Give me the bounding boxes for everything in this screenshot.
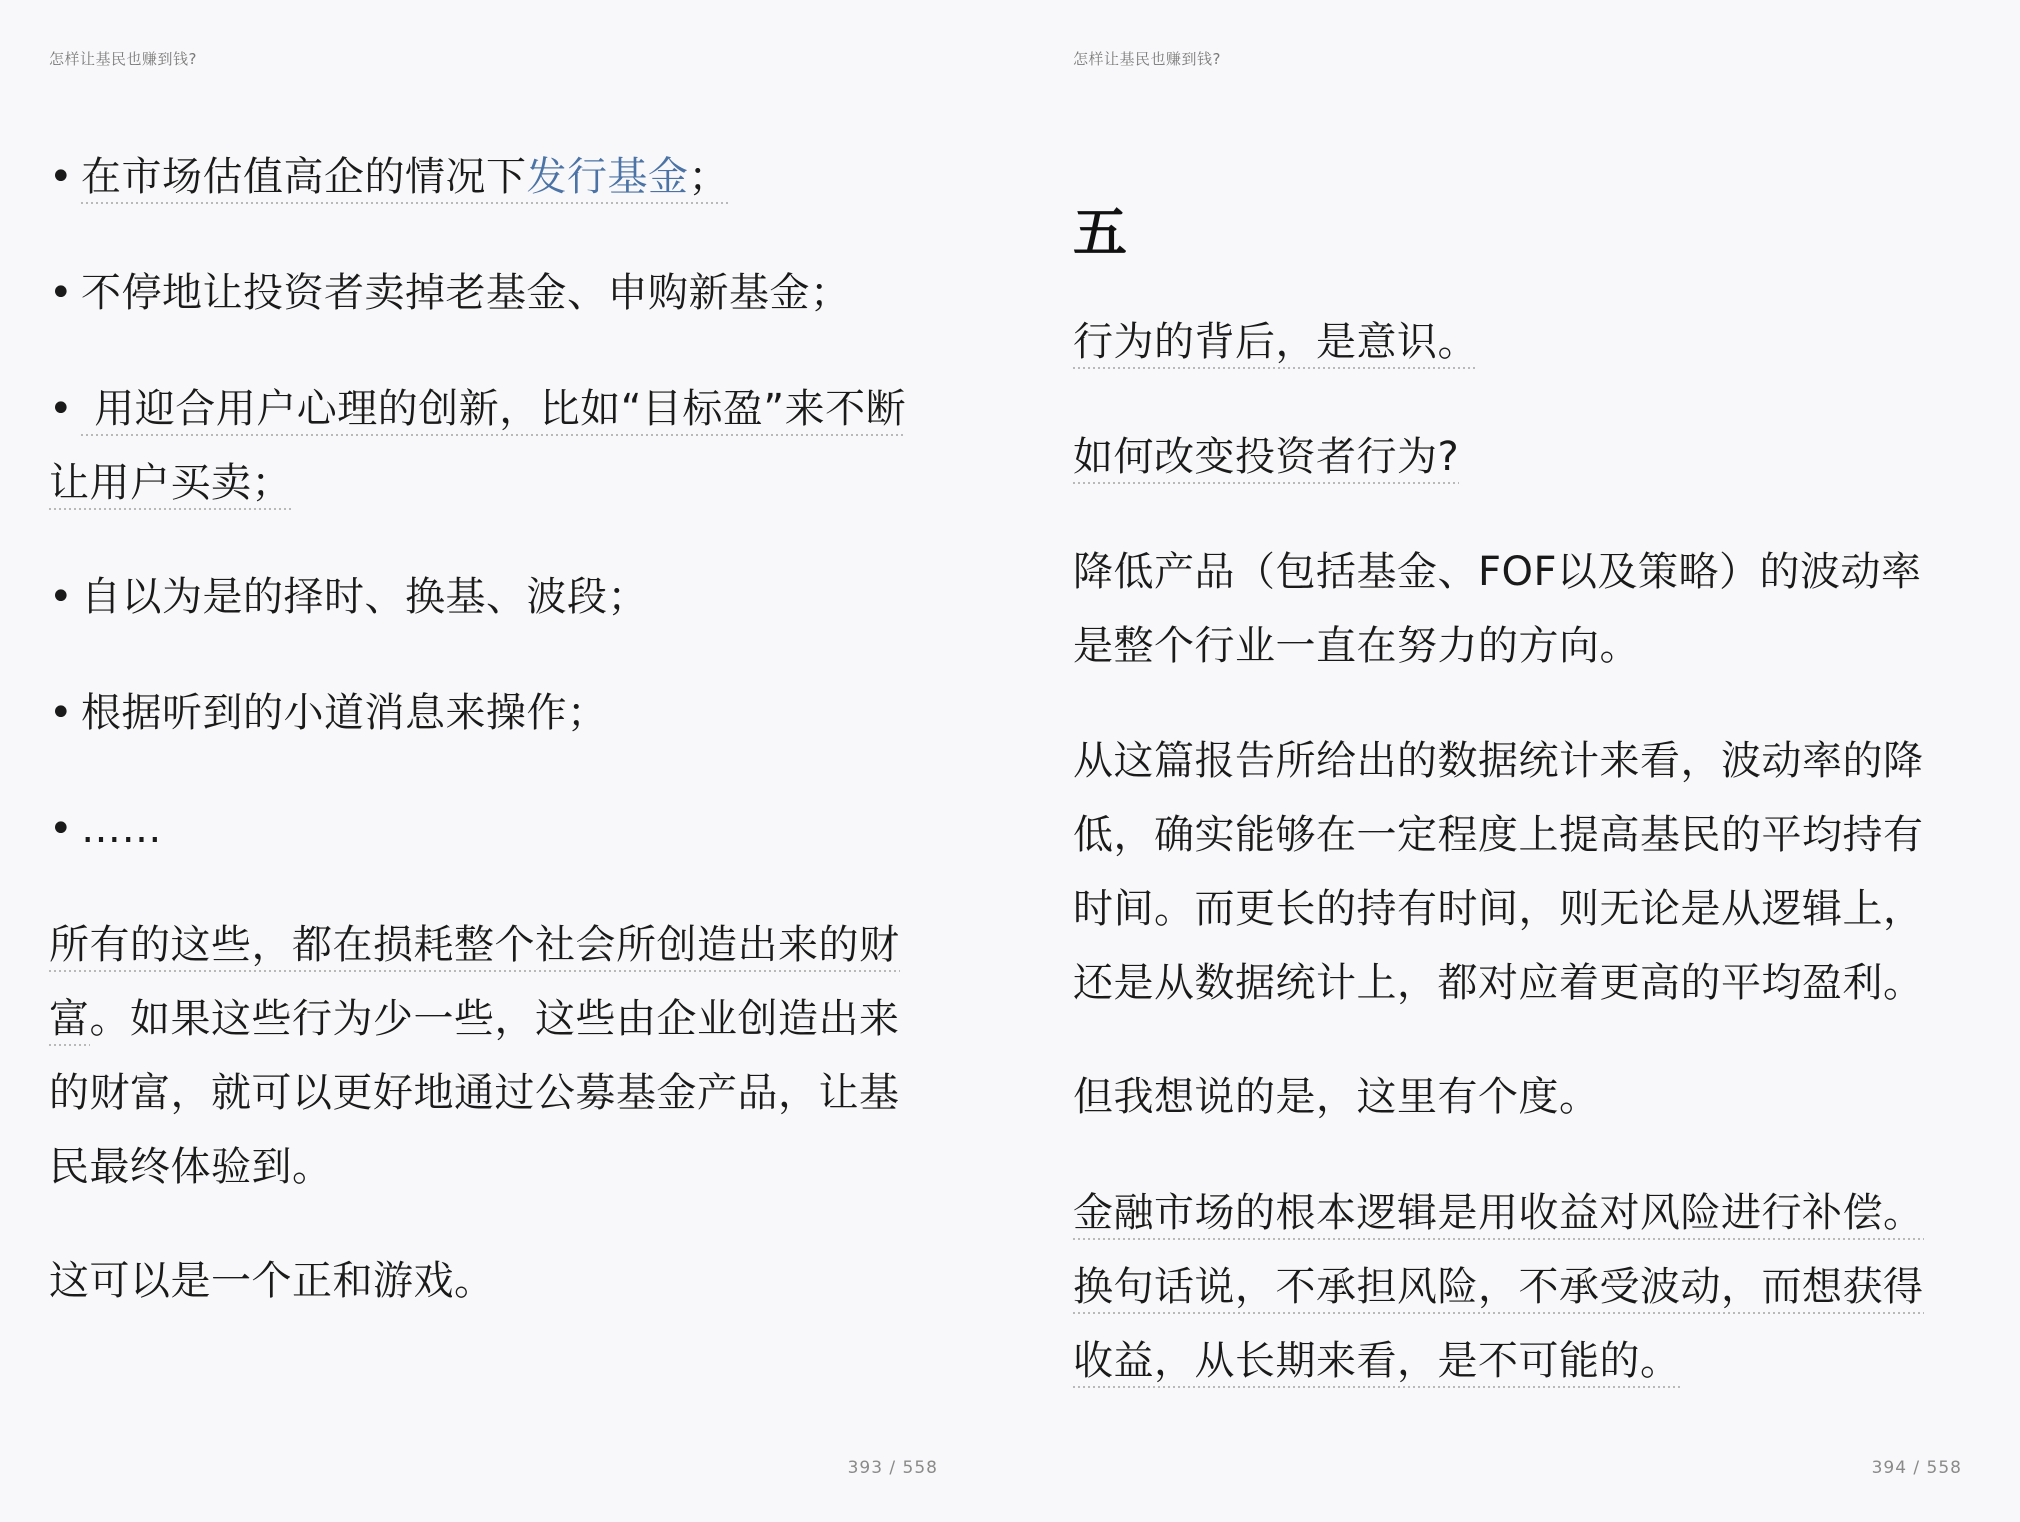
bullet-text: 自以为是的择时、换基、波段；: [81, 574, 648, 620]
paragraph: 但我想说的是，这里有个度。: [1073, 1074, 1600, 1120]
paragraph-line: 如何改变投资者行为?: [1073, 434, 1459, 484]
paragraph-line: 还是从数据统计上，都对应着更高的平均盈利。: [1073, 960, 1924, 1006]
page-number: 393 / 558: [847, 1458, 938, 1478]
paragraph-line: 的财富，就可以更好地通过公募基金产品，让基: [49, 1070, 900, 1116]
bullet-text: 根据听到的小道消息来操作；: [81, 690, 608, 736]
paragraph: [1073, 535, 1973, 683]
bullet-marker: •: [49, 154, 74, 200]
bullet-item: [49, 676, 608, 750]
bullet-marker: •: [49, 270, 74, 316]
paragraph-line: 时间。而更长的持有时间，则无论是从逻辑上，: [1073, 886, 1924, 932]
paragraph: [49, 908, 949, 1204]
paragraph: [1073, 420, 1973, 494]
right-page: [1073, 0, 1962, 1522]
paragraph: [1073, 305, 1973, 379]
bullet-text: 在市场估值高企的情况下: [81, 154, 527, 200]
bullet-marker: •: [49, 806, 74, 852]
bullet-item: [49, 560, 648, 634]
bullet-item: [49, 256, 851, 330]
page-number: 394 / 558: [1871, 1458, 1962, 1478]
paragraph-line: 是整个行业一直在努力的方向。: [1073, 623, 1640, 669]
bullet-marker: •: [49, 386, 74, 432]
paragraph-line: 降低产品（包括基金、FOF以及策略）的波动率: [1073, 549, 1922, 595]
section-heading: 五: [1073, 200, 1127, 264]
paragraph-line: 。如果这些行为少一些，这些由企业创造出来: [89, 996, 900, 1042]
paragraph-line: 换句话说，不承担风险，不承受波动，而想获得: [1073, 1264, 1924, 1314]
bullet-text: ……: [81, 806, 162, 852]
paragraph-line: 行为的背后，是意识。: [1073, 319, 1478, 369]
bullet-text-line2: 让用户买卖；: [49, 460, 292, 510]
paragraph-line: 金融市场的根本逻辑是用收益对风险进行补偿。: [1073, 1190, 1924, 1240]
bullet-item: [49, 792, 162, 866]
bullet-text-end: ；: [688, 154, 729, 200]
bullet-text-line1: 用迎合用户心理的创新，比如“目标盈”来不断: [81, 386, 906, 436]
paragraph-line: 收益，从长期来看，是不可能的。: [1073, 1338, 1681, 1388]
left-page: [49, 0, 938, 1522]
bullet-text: 不停地让投资者卖掉老基金、申购新基金；: [81, 270, 851, 316]
paragraph-line-highlight: 富: [49, 996, 90, 1046]
running-head: 怎样让基民也赚到钱?: [1073, 50, 1221, 68]
paragraph: [1073, 724, 1973, 1020]
paragraph-line: 低，确实能够在一定程度上提高基民的平均持有: [1073, 812, 1924, 858]
bullet-marker: •: [49, 690, 74, 736]
bullet-item: [49, 372, 906, 520]
paragraph: 这可以是一个正和游戏。: [49, 1258, 495, 1304]
running-head: 怎样让基民也赚到钱?: [49, 50, 197, 68]
paragraph: [1073, 1176, 1973, 1398]
link-issue-fund[interactable]: 发行基金: [526, 154, 689, 200]
paragraph-line: 民最终体验到。: [49, 1144, 333, 1190]
bullet-marker: •: [49, 574, 74, 620]
paragraph-line: 所有的这些，都在损耗整个社会所创造出来的财: [49, 922, 900, 972]
paragraph-line: 从这篇报告所给出的数据统计来看，波动率的降: [1073, 738, 1924, 784]
bullet-item: [49, 140, 729, 214]
